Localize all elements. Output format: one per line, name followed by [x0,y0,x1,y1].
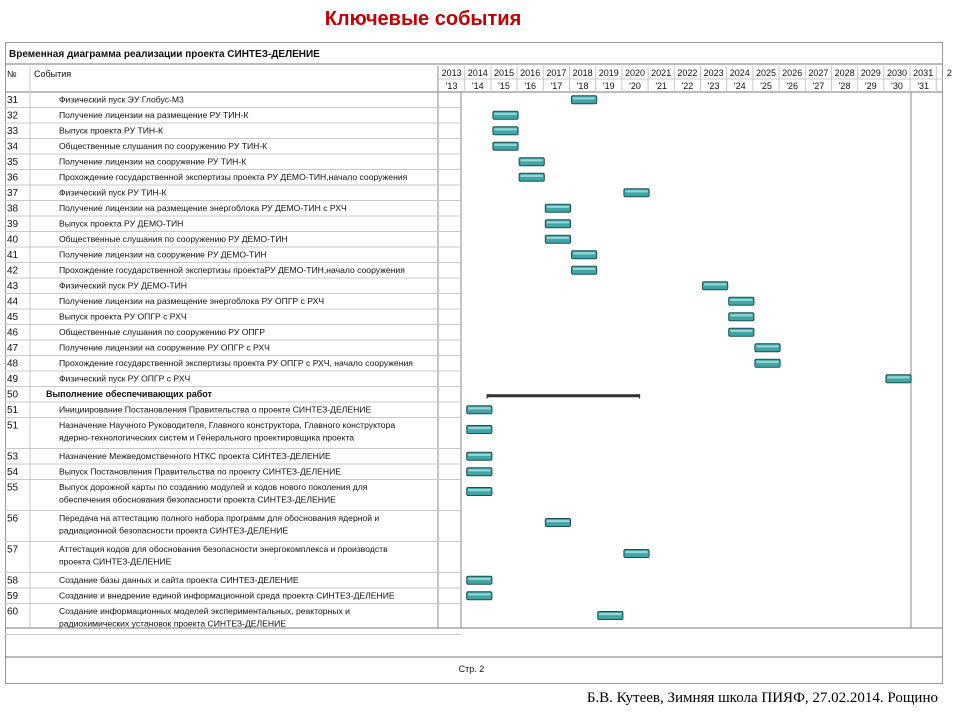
header-events: События [34,69,72,79]
year-label: 2016 [520,68,541,78]
row-number: 50 [7,389,19,401]
year-short-label: '27 [812,81,825,91]
row-event-text: обеспечения обоснования безопасности проекта СИНТЕЗ-ДЕЛЕНИЕ [59,494,336,505]
task-bar [545,235,570,243]
year-short-label: '15 [498,81,510,91]
row-number: 55 [7,482,19,494]
year-label: 2026 [782,68,803,78]
year-short-label: '16 [524,81,537,91]
header-number: № [7,69,17,79]
row-event-text: Выпуск дорожной карты по созданию модулей и кодов нового поколения для [59,482,368,492]
task-bar [545,519,570,527]
row-number: 51 [7,420,19,432]
year-short-label: '13 [445,81,458,91]
task-bar-highlight [573,252,595,254]
task-bar [572,96,597,104]
row-number: 33 [7,126,19,137]
task-bar [572,251,597,259]
row-event-text: Получение лицензии на сооружение РУ ДЕМО-ТИН [59,249,267,260]
task-bar-highlight [756,345,778,347]
row-event-text: проекта СИНТЕЗ-ДЕЛЕНИЕ [59,556,172,567]
row-event-text: Инициирование Постановления Правительства о проекте СИНТЕЗ-ДЕЛЕНИЕ [59,404,372,415]
year-short-label: '20 [629,81,641,91]
task-bar-highlight [547,520,569,522]
row-event-text: Физический пуск РУ ТИН-К [59,187,167,198]
row-event-text: Получение лицензии на размещение энергоблока РУ ОПГР с РХЧ [59,296,325,306]
year-label: 2018 [572,68,593,78]
task-bar [467,468,492,476]
page-number: Стр. 2 [458,664,485,674]
task-bar-highlight [887,376,909,378]
year-short-label: '21 [655,81,668,91]
row-event-text: Назначение Научного Руководителя, Главного конструктора, Главного конструктора [59,420,396,430]
task-bar [493,142,518,150]
task-bar [624,550,649,558]
row-event-text: Получение лицензии на сооружение РУ ТИН-К [59,156,247,167]
year-label: 2027 [808,68,829,78]
row-number: 37 [7,188,19,199]
year-label: 2017 [546,68,567,78]
row-number: 41 [7,250,19,261]
year-label: 2014 [467,68,488,78]
task-bar-highlight [547,221,569,223]
year-label: 2030 [886,68,908,78]
row-number: 56 [7,513,19,525]
row-event-text: Выпуск проекта РУ ДЕМО-ТИН [59,218,184,229]
year-short-label: '23 [707,81,720,91]
task-bar-highlight [521,175,543,177]
row-event-text: Выпуск проекта РУ ОПГР с РХЧ [59,311,187,322]
row-number: 51 [7,405,19,416]
task-bar-highlight [547,237,569,239]
row-number: 43 [7,281,19,292]
author-credit: Б.В. Кутеев, Зимняя школа ПИЯФ, 27.02.2014. Рощино [586,690,938,706]
row-event-text: Общественные слушания по сооружению РУ ТИН-К [59,141,268,151]
year-label: 2023 [703,68,724,78]
year-short-label: '18 [576,81,589,91]
task-bar [467,488,492,496]
task-bar-highlight [625,190,647,192]
year-short-label: '25 [760,81,772,91]
row-number: 59 [7,591,19,602]
row-event-text: Физический пуск РУ ДЕМО-ТИН [59,280,187,291]
year-label: 2020 [624,68,646,78]
row-event-text: Создание информационных моделей экспериментальных, реакторных и [59,606,350,616]
row-number: 39 [7,219,19,230]
gantt-bars [467,96,911,620]
task-bar [624,189,649,197]
task-bar-highlight [494,113,516,115]
gantt-rows [7,95,413,629]
year-short-label: '31 [917,81,930,91]
task-bar-highlight [468,427,490,429]
year-short-label: '19 [602,81,615,91]
slide-title: Ключевые события [324,8,522,30]
row-number: 31 [7,95,19,106]
row-event-text: Создание базы данных и сайта проекта СИНТЕЗ-ДЕЛЕНИЕ [59,575,299,585]
task-bar [729,328,754,336]
row-event-text: Передача на аттестацию полного набора программ для обоснования ядерной и [59,513,380,523]
task-bar-highlight [756,361,778,363]
year-label: 2025 [755,68,777,78]
gantt-title: Временная диаграмма реализации проекта СИНТЕЗ-ДЕЛЕНИЕ [9,49,320,60]
year-label: 2015 [493,68,515,78]
row-event-text: Физический пуск РУ ОПГР с РХЧ [59,373,191,384]
year-label: 2 [946,68,952,78]
row-event-text: Общественные слушания по сооружению РУ ДЕМО-ТИН [59,234,288,244]
row-event-text: Выполнение обеспечивающих работ [46,389,212,399]
row-event-text: радиохимических установок проекта СИНТЕЗ-ДЕЛЕНИЕ [59,618,287,629]
row-event-text: Общественные слушания по сооружению РУ ОПГР [59,327,265,337]
row-number: 34 [7,141,19,153]
row-number: 54 [7,467,19,478]
row-number: 57 [7,544,19,556]
task-bar [467,576,492,584]
row-number: 48 [7,358,19,370]
row-number: 38 [7,203,19,215]
task-bar [519,158,544,166]
row-event-text: Прохождение государственной экспертизы проекта РУ ОПГР с РХЧ, начало сооружения [59,358,413,368]
row-event-text: Получение лицензии на размещение РУ ТИН-К [59,110,249,120]
row-event-text: Выпуск Постановления Правительства по проекту СИНТЕЗ-ДЕЛЕНИЕ [59,466,342,477]
summary-bar [487,394,640,397]
task-bar [493,111,518,119]
year-short-label: '30 [891,81,903,91]
task-bar-highlight [468,489,490,491]
task-bar [467,452,492,460]
row-number: 58 [7,575,19,587]
year-label: 2021 [651,68,672,78]
task-bar-highlight [468,454,490,456]
year-short-label: '29 [864,81,877,91]
row-number: 32 [7,110,19,122]
row-event-text: Создание и внедрение единой информационной среда проекта СИНТЕЗ-ДЕЛЕНИЕ [59,590,395,601]
task-bar [729,297,754,305]
year-label: 2031 [913,68,934,78]
year-short-label: '17 [550,81,563,91]
task-bar-highlight [468,407,490,409]
row-event-text: Аттестация кодов для обоснования безопасности энергокомплекса и производств [59,544,388,554]
task-bar [755,344,780,352]
row-event-text: ядерно-технологических систем и Генерального проектировщика проекта [59,432,355,443]
task-bar-highlight [547,206,569,208]
year-label: 2029 [860,68,881,78]
year-short-label: '24 [733,81,746,91]
task-bar [598,612,623,620]
row-number: 42 [7,265,19,277]
task-bar-highlight [625,551,647,553]
task-bar-highlight [730,314,752,316]
row-event-text: Прохождение государственной экспертизы проектаРУ ДЕМО-ТИН,начало сооружения [59,265,405,275]
year-short-label: '28 [838,81,851,91]
task-bar [572,266,597,274]
row-event-text: Прохождение государственной экспертизы проекта РУ ДЕМО-ТИН,начало сооружения [59,172,408,182]
task-bar [493,127,518,135]
task-bar-highlight [704,283,726,285]
row-number: 60 [7,606,19,618]
task-bar [886,375,911,383]
row-number: 36 [7,172,19,184]
task-bar-highlight [730,299,752,301]
task-bar-highlight [494,144,516,146]
year-label: 2019 [598,68,619,78]
row-event-text: Получение лицензии на сооружение РУ ОПГР с РХЧ [59,342,270,353]
task-bar-highlight [599,613,621,615]
row-number: 44 [7,296,19,308]
row-event-text: радиационной безопасности проекта СИНТЕЗ-ДЕЛЕНИЕ [59,525,289,536]
task-bar [467,426,492,434]
task-bar-highlight [730,330,752,332]
task-bar-highlight [494,128,516,130]
year-label: 2024 [729,68,750,78]
task-bar-highlight [521,159,543,161]
task-bar-highlight [468,593,490,595]
year-short-label: '26 [786,81,799,91]
task-bar [729,313,754,321]
row-event-text: Получение лицензии на размещение энергоблока РУ ДЕМО-ТИН с РХЧ [59,203,347,213]
row-number: 49 [7,374,19,385]
task-bar [519,173,544,181]
year-label: 2022 [677,68,698,78]
year-label: 2028 [834,68,855,78]
row-number: 35 [7,157,19,168]
year-short-label: '14 [471,81,484,91]
task-bar [703,282,728,290]
row-event-text: Физический пуск ЭУ Глобус-М3 [59,94,184,105]
task-bar-highlight [468,469,490,471]
task-bar-highlight [468,578,490,580]
task-bar [755,359,780,367]
row-event-text: Назначение Межведомственного НТКС проекта СИНТЕЗ-ДЕЛЕНИЕ [59,451,331,461]
task-bar-highlight [573,97,595,99]
task-bar [467,592,492,600]
row-number: 53 [7,451,19,463]
task-bar [467,406,492,414]
row-event-text: Выпуск проекта РУ ТИН-К [59,125,163,136]
year-label: 2013 [441,68,462,78]
row-number: 40 [7,234,19,246]
task-bar [545,220,570,228]
year-short-label: '22 [681,81,694,91]
row-number: 46 [7,327,19,339]
task-bar [545,204,570,212]
task-bar-highlight [573,268,595,270]
row-number: 47 [7,343,19,354]
row-number: 45 [7,312,19,323]
